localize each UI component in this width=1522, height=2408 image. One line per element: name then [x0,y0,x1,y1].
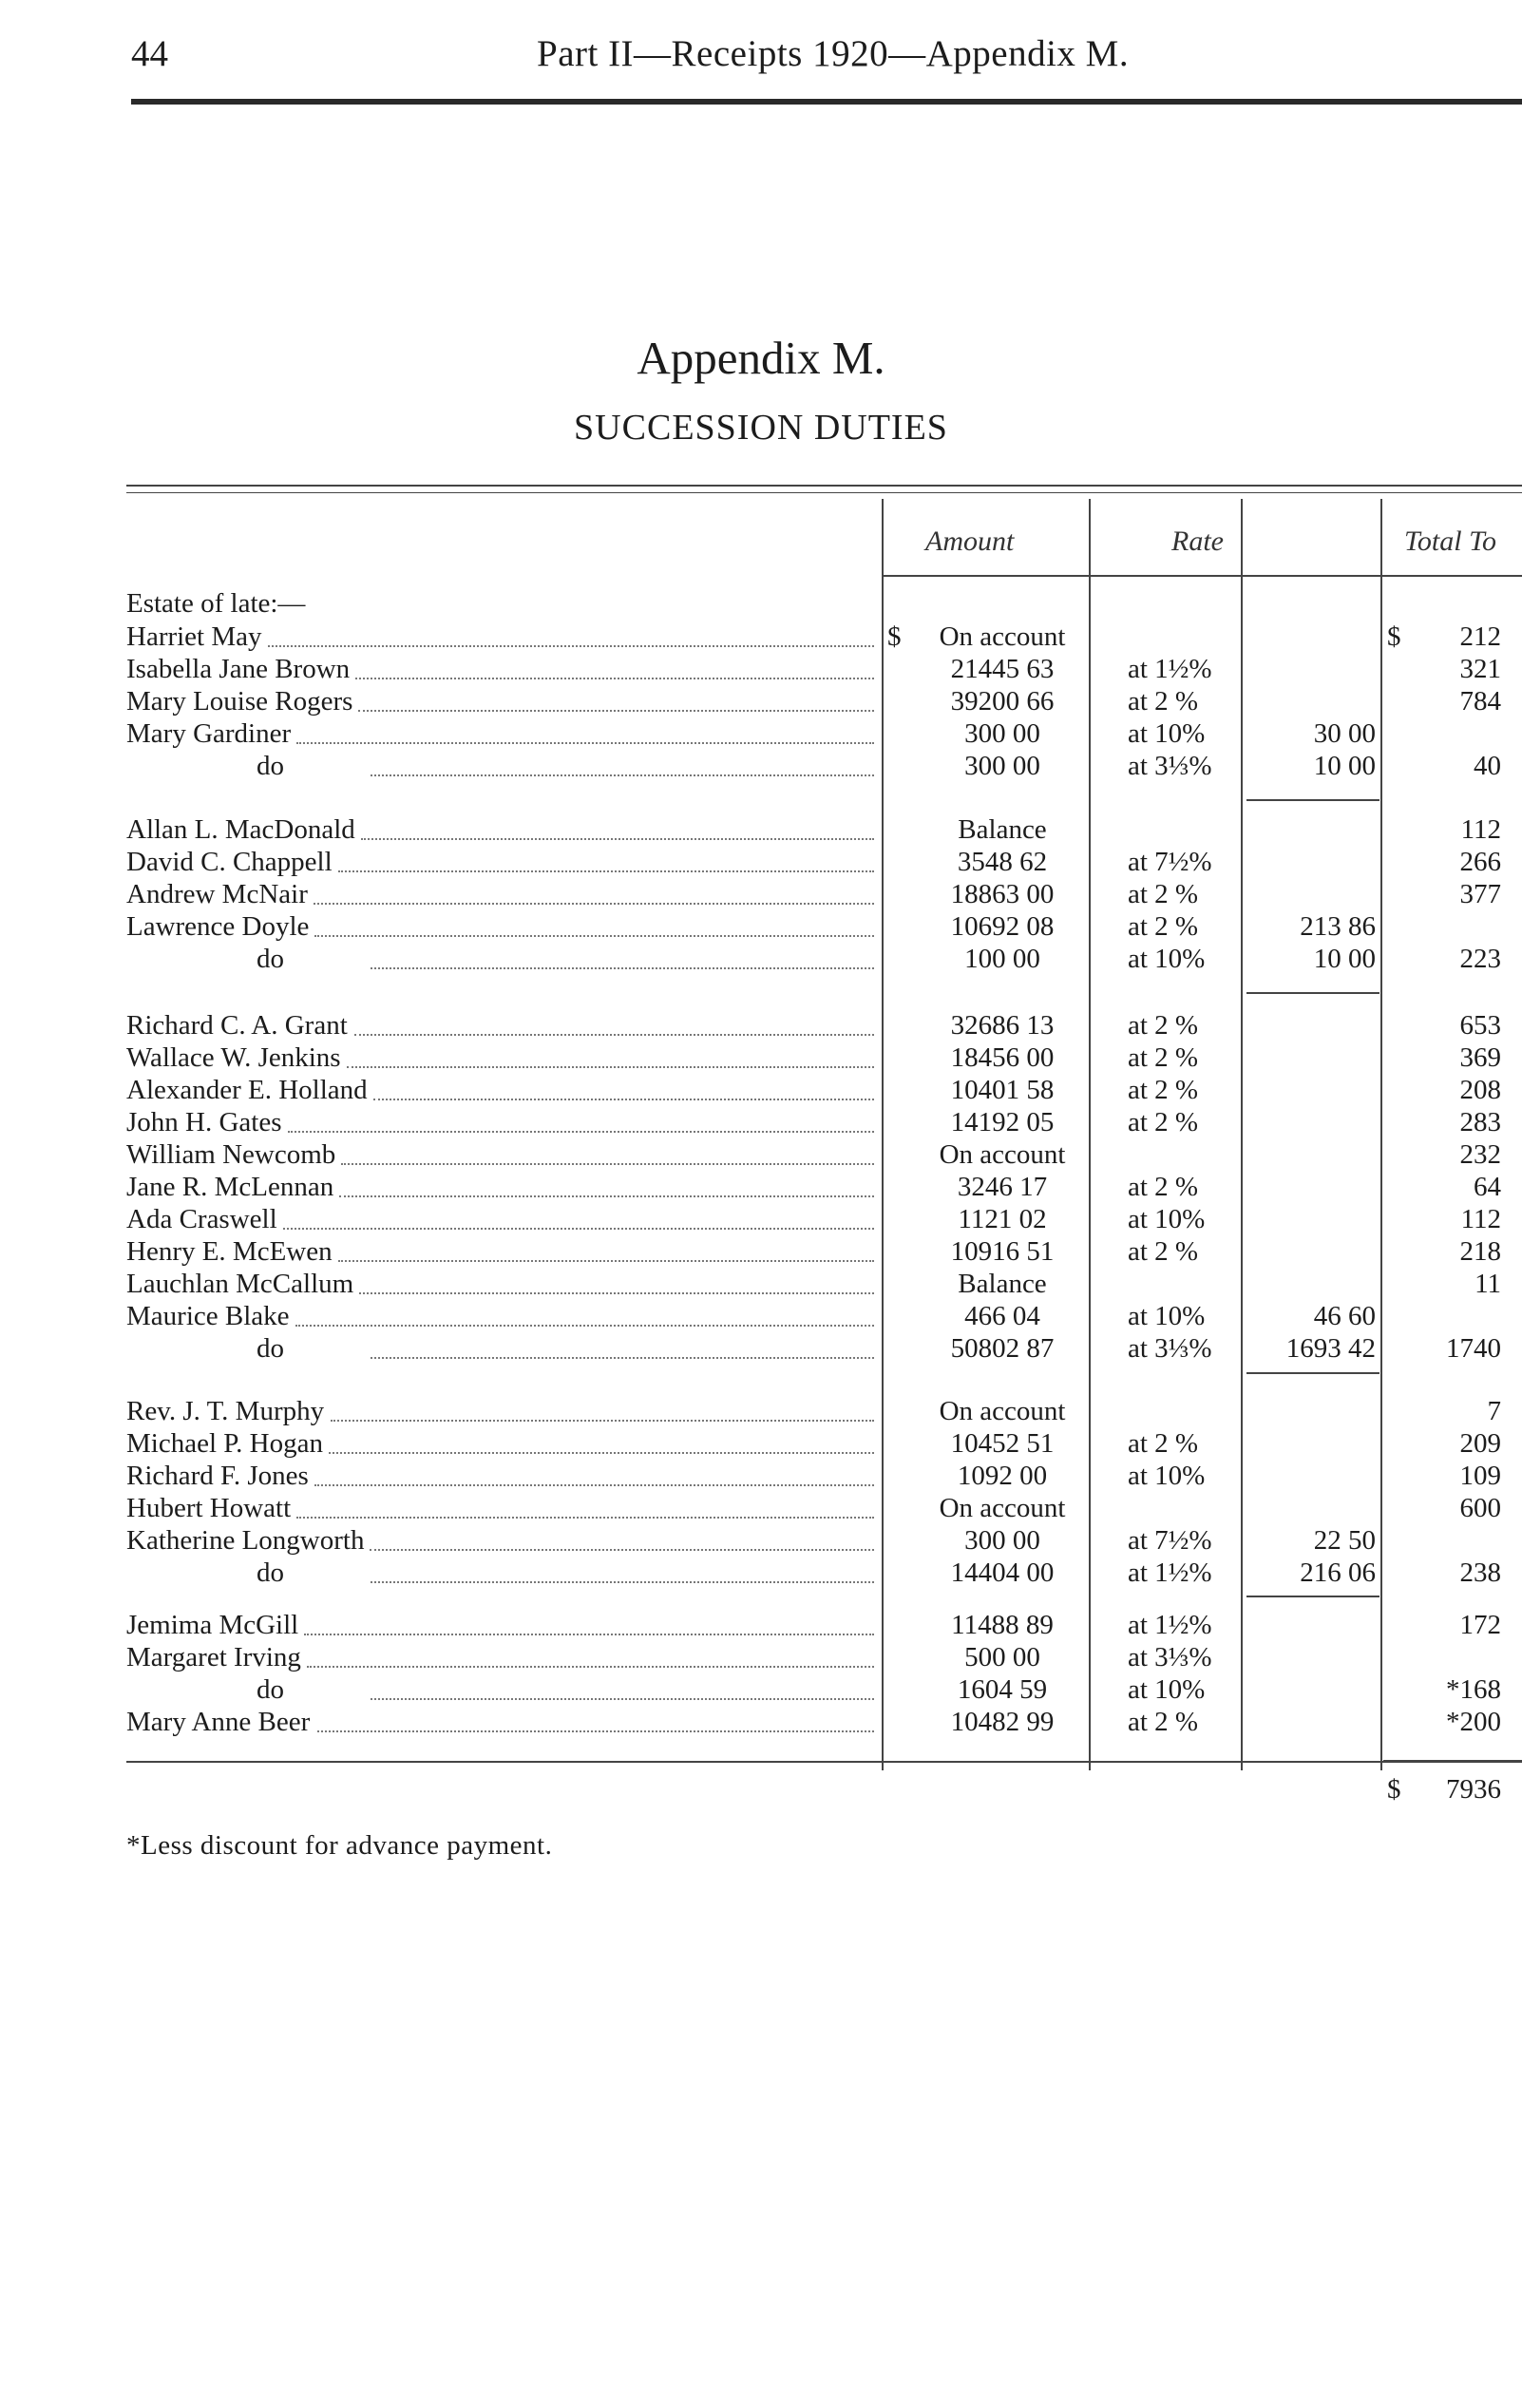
dot-leader [371,1357,874,1359]
total-value: 172 [1459,1610,1501,1640]
estate-name: do [257,751,284,781]
dot-leader [329,1452,874,1454]
rate-value: at 2 % [1128,911,1199,942]
estate-name: Jemima McGill [126,1610,299,1640]
rate-value: at 1½% [1128,654,1212,684]
dot-leader [314,935,874,937]
estate-name: do [257,944,284,974]
amount-value: 300 00 [964,1525,1040,1556]
table-row [0,1300,1522,1332]
amount-value: 18456 00 [950,1042,1055,1073]
table-row [0,1641,1522,1673]
total-value: 109 [1459,1461,1501,1491]
amount-value: On account [939,621,1066,652]
rate-value: at 2 % [1128,1428,1199,1459]
dot-leader [358,710,874,712]
dot-leader [371,1581,874,1583]
table-row [0,910,1522,943]
estate-name: do [257,1558,284,1588]
total-value: 283 [1459,1107,1501,1137]
dot-leader [341,1163,874,1165]
total-value: 1740 [1446,1333,1501,1364]
estate-name: Margaret Irving [126,1642,301,1672]
grand-total-dollar: $ [1387,1774,1401,1805]
dot-leader [304,1634,874,1635]
dot-leader [283,1228,874,1230]
dot-leader [359,1292,874,1294]
dot-leader [295,1325,874,1327]
rate-value: at 2 % [1128,1075,1199,1105]
grand-total-rule [1383,1760,1522,1762]
amount-value: 10482 99 [950,1707,1055,1737]
estate-name: Mary Louise Rogers [126,686,353,717]
table-row [0,1492,1522,1524]
dot-leader [371,967,874,969]
dot-leader [331,1420,874,1422]
estate-name: Michael P. Hogan [126,1428,323,1459]
amount-value: 50802 87 [950,1333,1055,1364]
dot-leader [314,903,874,905]
amount-value: 21445 63 [950,654,1055,684]
estate-name: Lauchlan McCallum [126,1269,354,1299]
total-value: *168 [1446,1674,1501,1705]
total-dollar-sign: $ [1387,621,1401,652]
amount-value: 11488 89 [951,1610,1054,1640]
dot-leader [354,1034,874,1036]
table-top-rule-thin [126,492,1522,493]
total-value: 7 [1487,1396,1501,1426]
subtotal-value: 1693 42 [1285,1333,1376,1364]
rate-value: at 10% [1128,1674,1206,1705]
estate-name: Maurice Blake [126,1301,290,1331]
table-row [0,1042,1522,1074]
dot-leader [361,838,874,840]
table-row [0,1706,1522,1738]
amount-value: 1604 59 [957,1674,1048,1705]
rate-value: at 2 % [1128,1010,1199,1041]
rate-value: at 1½% [1128,1610,1212,1640]
estate-name: Allan L. MacDonald [126,814,355,845]
subtotal-value: 22 50 [1313,1525,1376,1556]
total-value: 223 [1459,944,1501,974]
table-row [0,1268,1522,1300]
subtotal-value: 30 00 [1313,718,1376,749]
subtotal-rule [1246,1372,1379,1374]
total-value: 238 [1459,1558,1501,1588]
table-row [0,1460,1522,1492]
amount-value: 500 00 [964,1642,1040,1672]
table-row [0,943,1522,975]
table-row [0,1074,1522,1106]
rate-value: at 2 % [1128,1042,1199,1073]
amount-value: Balance [958,814,1047,845]
total-value: *200 [1446,1707,1501,1737]
total-value: 600 [1459,1493,1501,1523]
total-value: 369 [1459,1042,1501,1073]
estate-name: Rev. J. T. Murphy [126,1396,325,1426]
table-row [0,1673,1522,1706]
amount-value: 14404 00 [950,1558,1055,1588]
rate-value: at 2 % [1128,686,1199,717]
total-value: 11 [1474,1269,1501,1299]
rate-value: at 2 % [1128,1172,1199,1202]
estate-name: Hubert Howatt [126,1493,292,1523]
rate-value: at 2 % [1128,1707,1199,1737]
dot-leader [338,1260,874,1262]
amount-value: 1121 02 [958,1204,1047,1234]
dot-leader [373,1099,874,1100]
amount-value: 10916 51 [950,1236,1055,1267]
rate-value: at 2 % [1128,1236,1199,1267]
total-value: 64 [1474,1172,1501,1202]
estate-name: John H. Gates [126,1107,282,1137]
amount-value: On account [939,1493,1066,1523]
subtotal-rule [1246,1596,1379,1597]
estate-label-row [0,587,1522,620]
total-value: 208 [1459,1075,1501,1105]
rate-value: at 7½% [1128,847,1212,877]
estate-name: Mary Gardiner [126,718,292,749]
amount-dollar-sign: $ [887,621,902,652]
table-row [0,621,1522,653]
amount-value: 14192 05 [950,1107,1055,1137]
table-row [0,750,1522,782]
dot-leader [296,1517,874,1519]
table-row [0,1009,1522,1042]
rate-value: at 10% [1128,1301,1206,1331]
table-row [0,1106,1522,1138]
amount-value: 466 04 [964,1301,1040,1331]
amount-value: Balance [958,1269,1047,1299]
amount-value: 10692 08 [950,911,1055,942]
estate-name: Richard F. Jones [126,1461,309,1491]
amount-value: On account [939,1396,1066,1426]
table-row [0,685,1522,717]
page-number: 44 [131,33,168,74]
total-value: 218 [1459,1236,1501,1267]
footnote: *Less discount for advance payment. [126,1830,553,1861]
total-value: 377 [1459,879,1501,909]
table-row [0,1609,1522,1641]
table-row [0,846,1522,878]
page-title: Appendix M. [637,332,885,384]
subtotal-value: 213 86 [1300,911,1376,942]
estate-name: Andrew McNair [126,879,308,909]
rate-value: at 10% [1128,1461,1206,1491]
total-value: 653 [1459,1010,1501,1041]
estate-name: Wallace W. Jenkins [126,1042,341,1073]
table-row [0,813,1522,846]
table-row [0,653,1522,685]
table-row [0,1138,1522,1171]
page-subtitle: SUCCESSION DUTIES [574,408,948,448]
estate-label: Estate of late:— [126,588,306,619]
rate-value: at 10% [1128,1204,1206,1234]
rate-value: at 2 % [1128,879,1199,909]
total-value: 212 [1459,621,1501,652]
dot-leader [371,1698,874,1700]
amount-value: 10401 58 [950,1075,1055,1105]
amount-value: 1092 00 [957,1461,1048,1491]
rate-value: at 10% [1128,718,1206,749]
total-value: 784 [1459,686,1501,717]
subtotal-value: 10 00 [1313,751,1376,781]
dot-leader [355,678,874,679]
total-value: 40 [1474,751,1501,781]
amount-value: 300 00 [964,718,1040,749]
dot-leader [307,1666,874,1668]
rate-value: at 3⅓% [1128,1333,1212,1364]
dot-leader [339,1195,874,1197]
rate-value: at 3⅓% [1128,1642,1212,1672]
amount-value: On account [939,1139,1066,1170]
estate-name: Henry E. McEwen [126,1236,333,1267]
amount-value: 39200 66 [950,686,1055,717]
amount-value: 18863 00 [950,879,1055,909]
amount-column-header: Amount [925,526,1015,557]
total-value: 266 [1459,847,1501,877]
total-value: 112 [1460,1204,1501,1234]
total-value: 209 [1459,1428,1501,1459]
rate-value: at 2 % [1128,1107,1199,1137]
table-row [0,1203,1522,1235]
estate-name: Ada Craswell [126,1204,277,1234]
estate-name: Mary Anne Beer [126,1707,311,1737]
estate-name: David C. Chappell [126,847,333,877]
estate-name: Isabella Jane Brown [126,654,351,684]
amount-value: 10452 51 [950,1428,1055,1459]
table-top-rule [126,485,1522,487]
table-row [0,1235,1522,1268]
dot-leader [288,1131,874,1133]
dot-leader [371,774,874,776]
dot-leader [296,742,874,744]
rate-value: at 7½% [1128,1525,1212,1556]
dot-leader [347,1066,874,1068]
table-row [0,1427,1522,1460]
table-row [0,1332,1522,1365]
estate-name: do [257,1333,284,1364]
subtotal-value: 216 06 [1300,1558,1376,1588]
header-rule [131,99,1522,105]
table-row [0,1557,1522,1589]
total-column-header: Total To [1404,526,1497,557]
subtotal-value: 46 60 [1313,1301,1376,1331]
dot-leader [314,1484,874,1486]
grand-total-row [0,1773,1522,1806]
amount-value: 300 00 [964,751,1040,781]
table-row [0,1171,1522,1203]
column-header-rule [882,575,1522,577]
table-row [0,1524,1522,1557]
amount-value: 32686 13 [950,1010,1055,1041]
dot-leader [338,870,874,872]
total-value: 232 [1459,1139,1501,1170]
estate-name: Richard C. A. Grant [126,1010,348,1041]
estate-name: Harriet May [126,621,262,652]
rate-value: at 3⅓% [1128,751,1212,781]
estate-name: William Newcomb [126,1139,336,1170]
rate-value: at 10% [1128,944,1206,974]
estate-name: Jane R. McLennan [126,1172,334,1202]
rate-value: at 1½% [1128,1558,1212,1588]
estate-name: Alexander E. Holland [126,1075,368,1105]
subtotal-rule [1246,992,1379,994]
table-row [0,878,1522,910]
rate-column-header: Rate [1171,526,1224,557]
dot-leader [317,1730,874,1732]
running-header: Part II—Receipts 1920—Appendix M. [537,33,1130,74]
subtotal-value: 10 00 [1313,944,1376,974]
amount-value: 100 00 [964,944,1040,974]
amount-value: 3246 17 [957,1172,1048,1202]
total-value: 321 [1459,654,1501,684]
table-row [0,1395,1522,1427]
dot-leader [370,1549,874,1551]
grand-total-value: 7936 [1446,1774,1501,1805]
estate-name: Katherine Longworth [126,1525,365,1556]
total-value: 112 [1460,814,1501,845]
amount-value: 3548 62 [957,847,1048,877]
subtotal-rule [1246,799,1379,801]
estate-name: do [257,1674,284,1705]
table-bottom-rule [126,1761,1522,1763]
dot-leader [268,645,874,647]
table-row [0,717,1522,750]
estate-name: Lawrence Doyle [126,911,310,942]
